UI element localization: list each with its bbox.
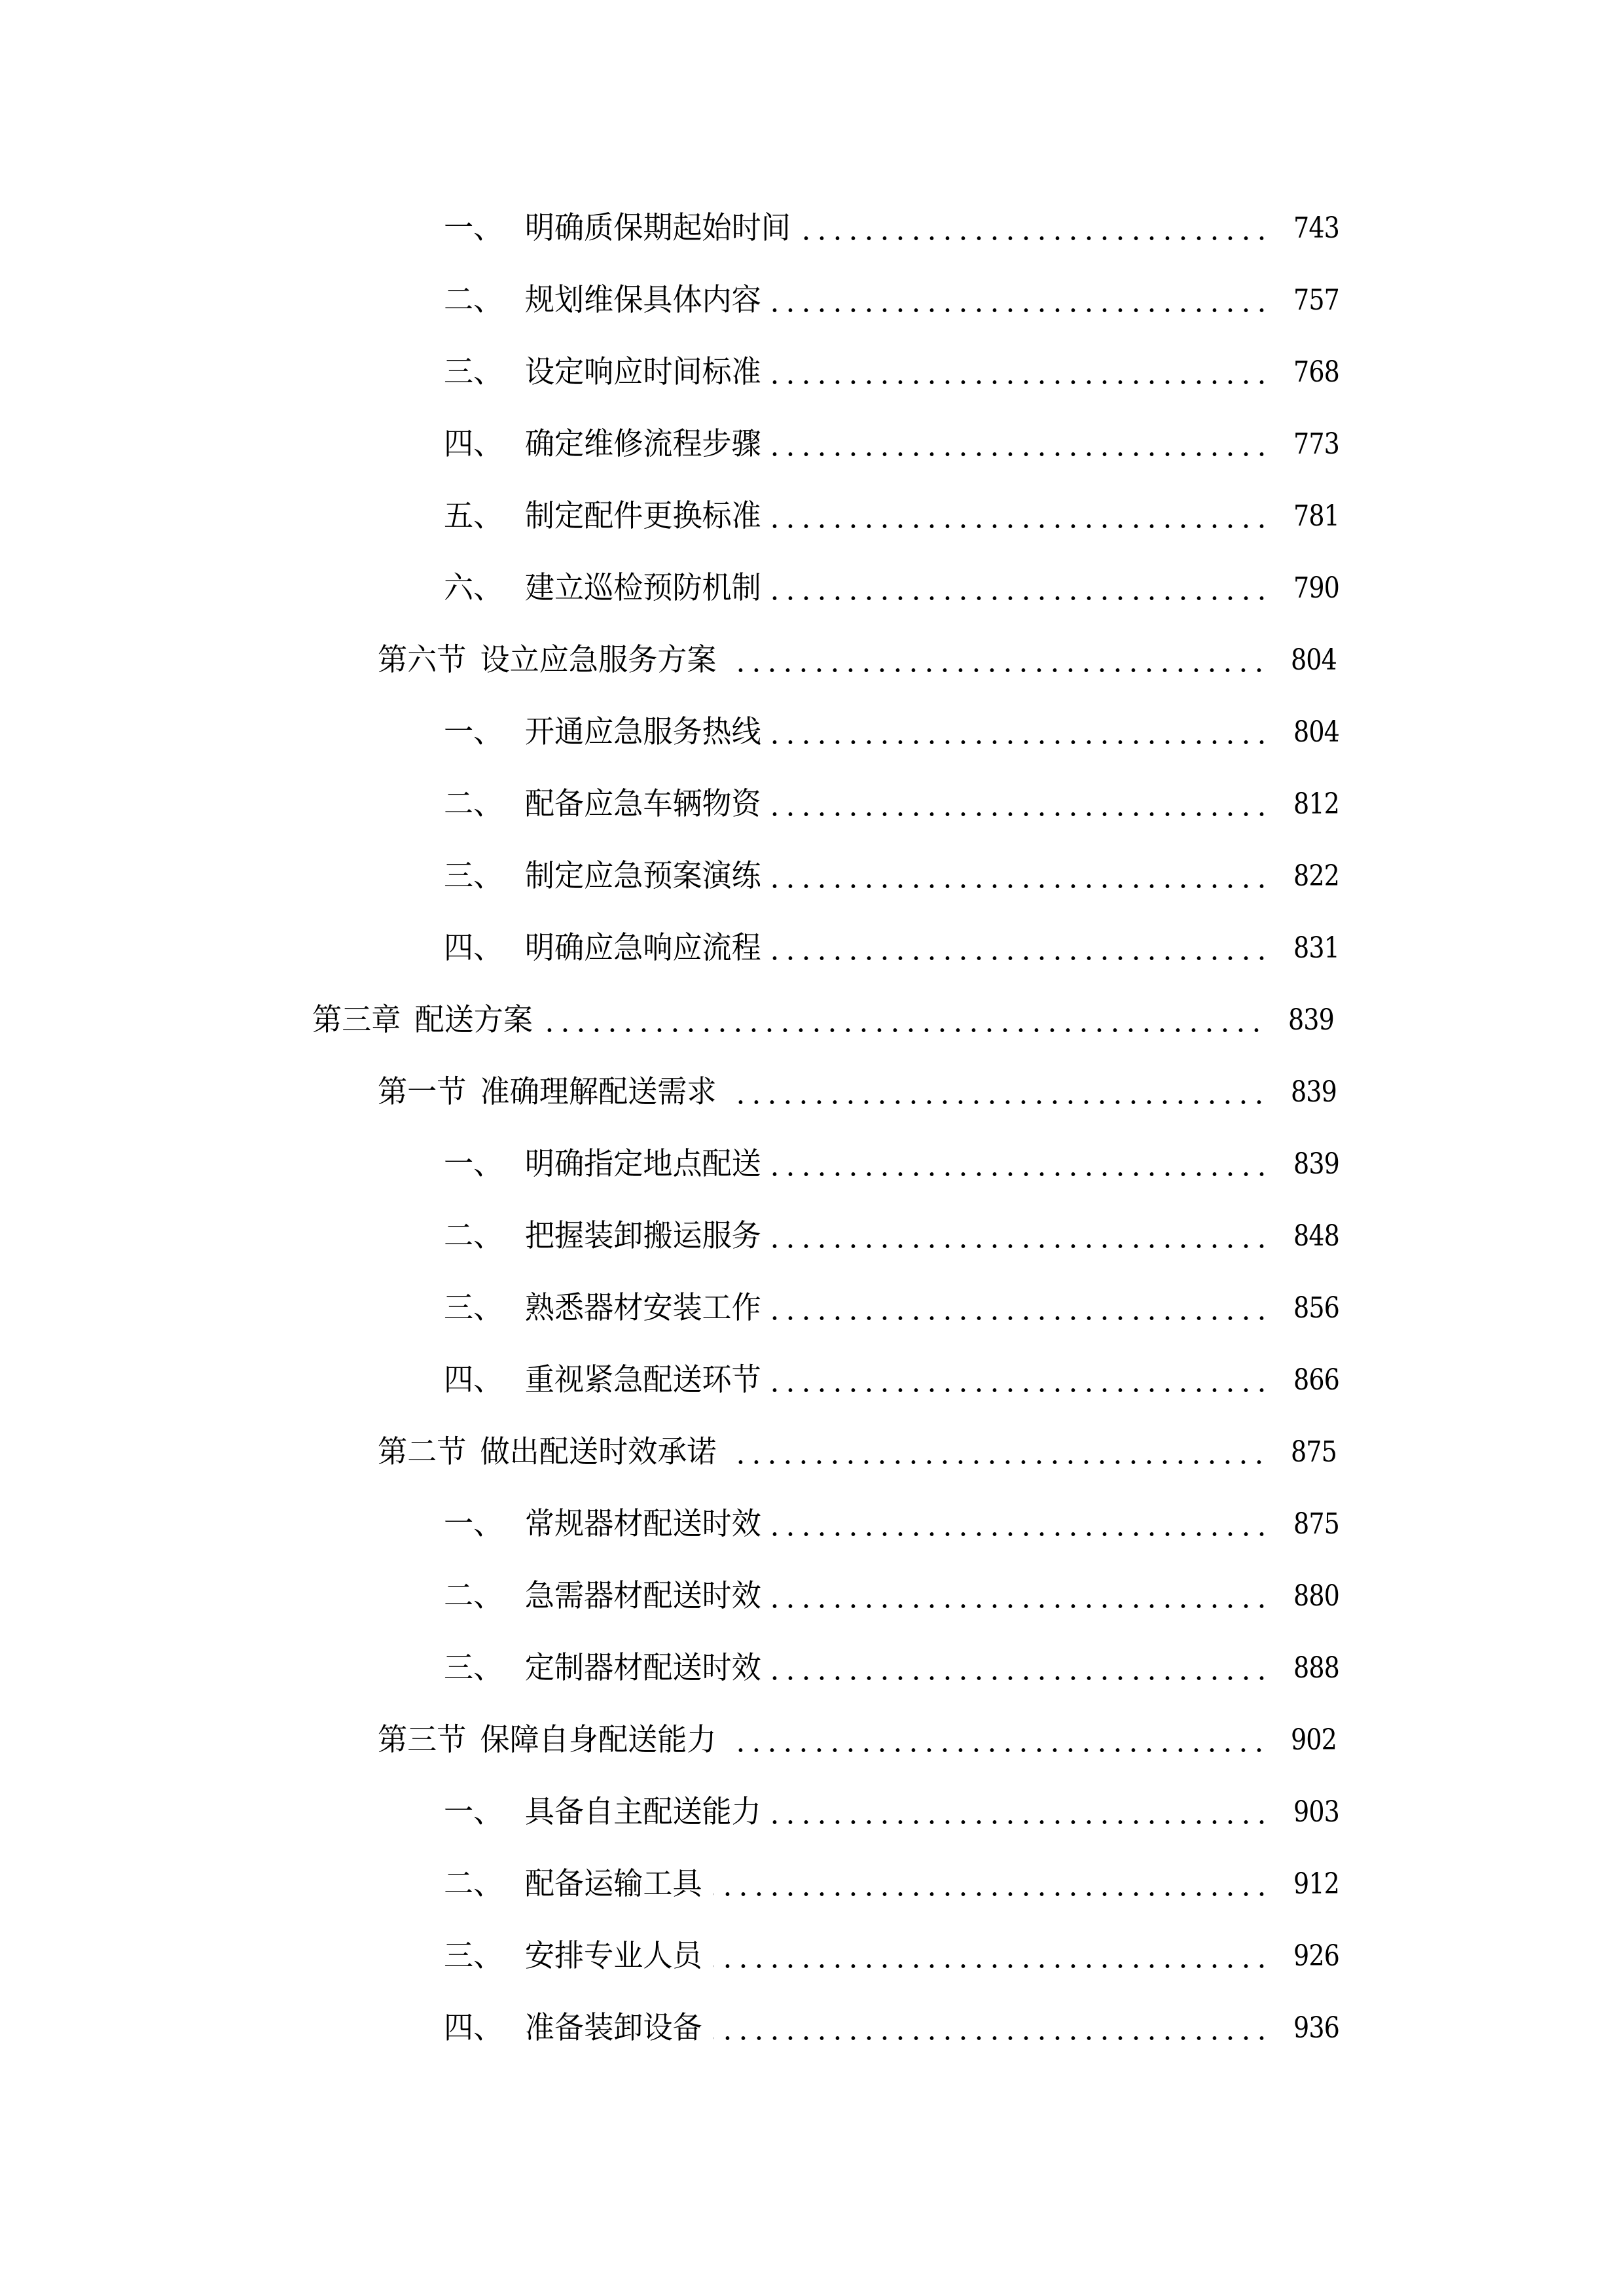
- toc-entry-page: 804: [1293, 715, 1339, 749]
- toc-entry-page: 866: [1293, 1363, 1339, 1397]
- toc-entry-number: 四、: [444, 427, 503, 461]
- toc-entry[interactable]: [444, 1793, 1339, 1832]
- toc-entry-page: 875: [1293, 1507, 1339, 1541]
- dot-leader: [772, 1361, 1269, 1400]
- toc-section-entry[interactable]: [378, 641, 1337, 680]
- toc-entry-page: 812: [1293, 787, 1339, 821]
- toc-entry-title: 建立巡检预防机制: [524, 571, 761, 605]
- toc-entry[interactable]: [444, 1649, 1339, 1688]
- toc-section-entry[interactable]: [378, 1721, 1337, 1760]
- toc-entry[interactable]: [444, 1217, 1339, 1256]
- toc-entry[interactable]: [444, 1577, 1339, 1616]
- dot-leader: [772, 1145, 1269, 1184]
- toc-entry-number: 三、: [444, 1939, 503, 1973]
- toc-entry-number: 四、: [444, 1363, 503, 1397]
- toc-entry-page: 757: [1293, 283, 1339, 317]
- toc-entry-page: 804: [1290, 643, 1337, 677]
- toc-entry-number: 第二节: [378, 1435, 467, 1469]
- dot-leader: [713, 1937, 1270, 1976]
- toc-entry-title: 常规器材配送时效: [524, 1507, 761, 1541]
- toc-entry-page: 903: [1293, 1795, 1339, 1829]
- toc-entry-number: 五、: [444, 499, 503, 533]
- toc-entry-number: 二、: [444, 283, 503, 317]
- toc-entry-number: 二、: [444, 787, 503, 821]
- toc-entry[interactable]: [444, 929, 1339, 968]
- toc-entry-page: 839: [1290, 1075, 1337, 1109]
- dot-leader: [728, 1721, 1267, 1760]
- toc-entry-title: 具备自主配送能力: [524, 1795, 761, 1829]
- toc-entry[interactable]: [444, 1865, 1339, 1904]
- dot-leader: [772, 425, 1269, 464]
- toc-entry-title: 急需器材配送时效: [524, 1579, 761, 1613]
- toc-entry-number: 一、: [444, 1507, 503, 1541]
- toc-entry-title: 准备装卸设备: [524, 2011, 702, 2045]
- toc-entry[interactable]: [444, 1505, 1339, 1544]
- toc-entry-title: 配送方案: [414, 1003, 533, 1037]
- dot-leader: [772, 353, 1269, 392]
- dot-leader: [772, 713, 1269, 752]
- toc-entry-page: 773: [1293, 427, 1339, 461]
- dot-leader: [713, 1865, 1270, 1904]
- toc-entry-title: 定制器材配送时效: [524, 1651, 761, 1685]
- toc-entry-title: 明确指定地点配送: [524, 1147, 761, 1181]
- toc-entry-title: 开通应急服务热线: [524, 715, 761, 749]
- toc-entry-title: 准确理解配送需求: [480, 1075, 717, 1109]
- toc-entry-title: 设立应急服务方案: [480, 643, 717, 677]
- toc-section-entry[interactable]: [378, 1073, 1337, 1112]
- toc-entry[interactable]: [444, 857, 1339, 896]
- toc-entry-title: 安排专业人员: [524, 1939, 702, 1973]
- toc-entry-page: 781: [1293, 499, 1339, 533]
- toc-entry-page: 790: [1293, 571, 1339, 605]
- toc-entry[interactable]: [444, 1937, 1339, 1976]
- toc-entry-number: 四、: [444, 2011, 503, 2045]
- toc-entry-page: 839: [1293, 1147, 1339, 1181]
- toc-entry-page: 875: [1290, 1435, 1337, 1469]
- toc-entry[interactable]: [444, 785, 1339, 824]
- dot-leader: [772, 569, 1269, 608]
- dot-leader: [802, 209, 1269, 248]
- toc-entry-title: 配备应急车辆物资: [524, 787, 761, 821]
- toc-entry[interactable]: [444, 1145, 1339, 1184]
- toc-entry-number: 三、: [444, 1291, 503, 1325]
- toc-entry[interactable]: [444, 425, 1339, 464]
- toc-entry-title: 规划维保具体内容: [524, 283, 761, 317]
- toc-entry-title: 配备运输工具: [524, 1867, 702, 1901]
- toc-entry[interactable]: [444, 497, 1339, 536]
- toc-entry-page: 743: [1293, 211, 1339, 245]
- toc-entry-title: 设定响应时间标准: [524, 355, 761, 389]
- toc-entry[interactable]: [444, 353, 1339, 392]
- toc-entry[interactable]: [444, 1361, 1339, 1400]
- toc-entry-number: 二、: [444, 1867, 503, 1901]
- dot-leader: [544, 1001, 1264, 1040]
- toc-entry-title: 制定配件更换标准: [524, 499, 761, 533]
- toc-entry-page: 768: [1293, 355, 1339, 389]
- dot-leader: [772, 857, 1269, 896]
- toc-entry-page: 880: [1293, 1579, 1339, 1613]
- toc-entry-title: 做出配送时效承诺: [480, 1435, 717, 1469]
- toc-section-entry[interactable]: [378, 1433, 1337, 1472]
- toc-entry[interactable]: [444, 713, 1339, 752]
- toc-entry-title: 明确应急响应流程: [524, 931, 761, 965]
- toc-entry-number: 第一节: [378, 1075, 467, 1109]
- dot-leader: [772, 1793, 1269, 1832]
- toc-entry-page: 831: [1293, 931, 1339, 965]
- toc-entry[interactable]: [444, 281, 1339, 320]
- dot-leader: [772, 1505, 1269, 1544]
- toc-entry-number: 一、: [444, 1795, 503, 1829]
- toc-entry-page: 856: [1293, 1291, 1339, 1325]
- toc-entry-page: 912: [1293, 1867, 1339, 1901]
- toc-entry-title: 明确质保期起始时间: [524, 211, 791, 245]
- toc-entry[interactable]: [444, 2009, 1339, 2048]
- toc-entry-page: 902: [1290, 1723, 1337, 1757]
- toc-entry-number: 六、: [444, 571, 503, 605]
- toc-entry-page: 926: [1293, 1939, 1339, 1973]
- toc-entry[interactable]: [444, 209, 1339, 248]
- dot-leader: [772, 929, 1269, 968]
- toc-entry-title: 制定应急预案演练: [524, 859, 761, 893]
- toc-entry-number: 第三节: [378, 1723, 467, 1757]
- dot-leader: [728, 1073, 1267, 1112]
- dot-leader: [713, 2009, 1270, 2048]
- toc-entry-number: 二、: [444, 1219, 503, 1253]
- dot-leader: [772, 1577, 1269, 1616]
- toc-entry-title: 熟悉器材安装工作: [524, 1291, 761, 1325]
- toc-entry-number: 三、: [444, 1651, 503, 1685]
- toc-entry-page: 848: [1293, 1219, 1339, 1253]
- dot-leader: [772, 785, 1269, 824]
- toc-entry-number: 一、: [444, 715, 503, 749]
- toc-entry[interactable]: [444, 1289, 1339, 1328]
- toc-chapter-entry[interactable]: [312, 1001, 1334, 1040]
- dot-leader: [772, 1217, 1269, 1256]
- toc-entry-page: 839: [1288, 1003, 1334, 1037]
- toc-entry-number: 第三章: [312, 1003, 401, 1037]
- dot-leader: [772, 1649, 1269, 1688]
- toc-entry-number: 四、: [444, 931, 503, 965]
- toc-entry-title: 保障自身配送能力: [480, 1723, 717, 1757]
- dot-leader: [728, 641, 1267, 680]
- dot-leader: [772, 1289, 1269, 1328]
- toc-entry-number: 二、: [444, 1579, 503, 1613]
- dot-leader: [728, 1433, 1267, 1472]
- toc-entry-number: 一、: [444, 211, 503, 245]
- dot-leader: [772, 281, 1269, 320]
- toc-entry-number: 三、: [444, 355, 503, 389]
- toc-entry-number: 一、: [444, 1147, 503, 1181]
- toc-entry-page: 822: [1293, 859, 1339, 893]
- dot-leader: [772, 497, 1269, 536]
- toc-entry-title: 重视紧急配送环节: [524, 1363, 761, 1397]
- toc-entry-page: 936: [1293, 2011, 1339, 2045]
- toc-entry-title: 确定维修流程步骤: [524, 427, 761, 461]
- toc-entry-number: 三、: [444, 859, 503, 893]
- toc-entry-page: 888: [1293, 1651, 1339, 1685]
- toc-entry-number: 第六节: [378, 643, 467, 677]
- toc-entry[interactable]: [444, 569, 1339, 608]
- toc-entry-title: 把握装卸搬运服务: [524, 1219, 761, 1253]
